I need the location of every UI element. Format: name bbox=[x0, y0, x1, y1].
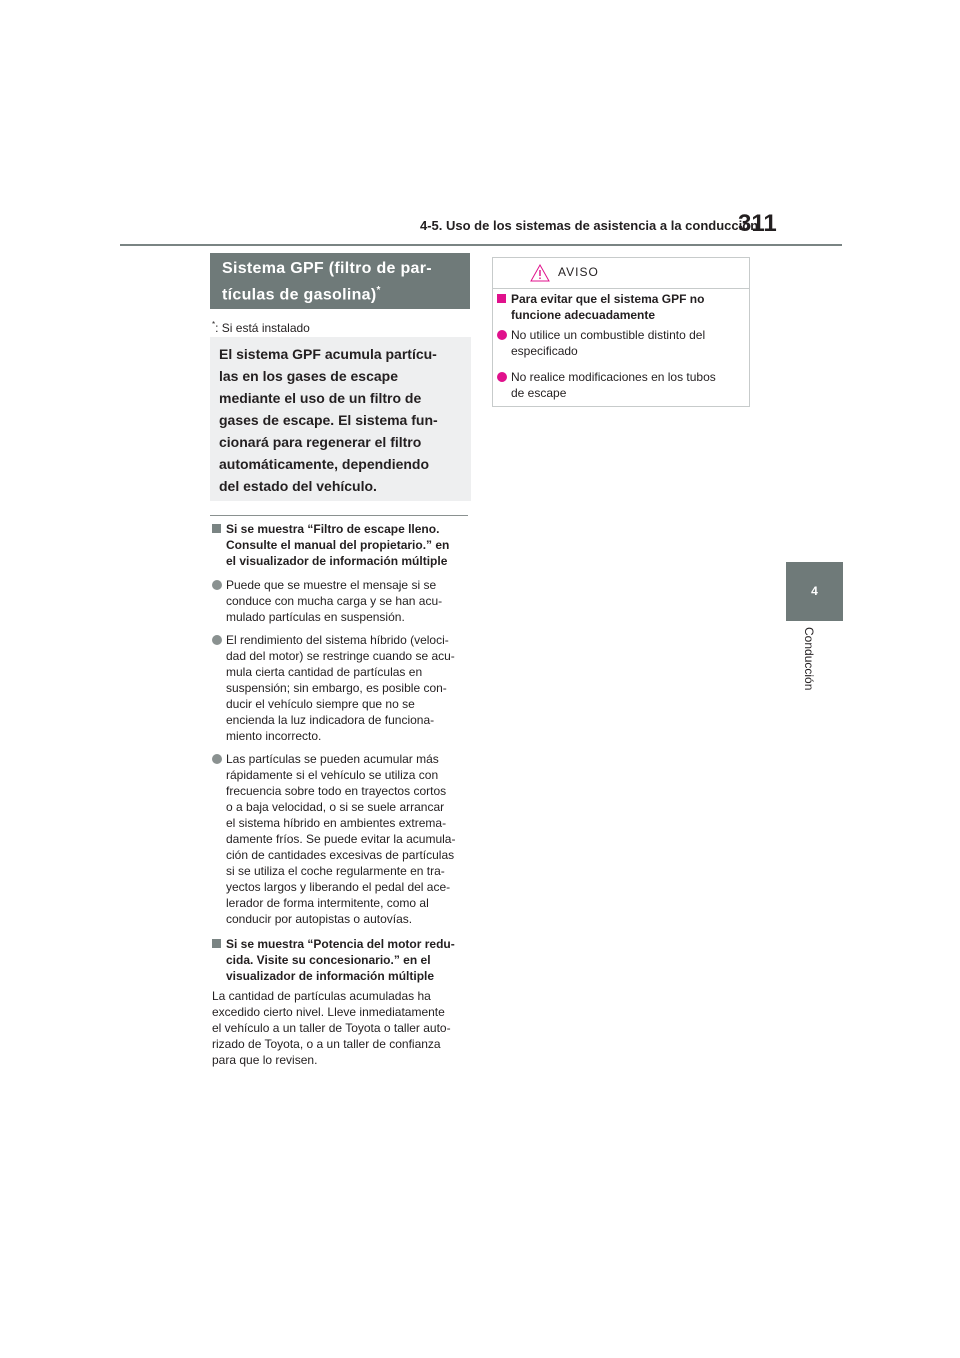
circle-bullet-icon bbox=[497, 372, 507, 382]
intro-summary-box bbox=[210, 337, 471, 501]
section-heading-line2 bbox=[222, 280, 470, 306]
bullet-line: encienda la luz indicadora de funciona- bbox=[226, 713, 435, 727]
bullet-line: rápidamente si el vehículo se utiliza con bbox=[226, 768, 439, 782]
section-heading bbox=[210, 253, 470, 309]
footnote-text: : Si está instalado bbox=[215, 321, 310, 335]
bullet-line: El rendimiento del sistema híbrido (veloci- bbox=[226, 633, 449, 647]
subheading-reduced-power bbox=[212, 936, 472, 984]
intro-line: las en los gases de escape bbox=[219, 368, 398, 384]
page-number: 311 bbox=[738, 210, 777, 237]
subheading-line: el visualizador de información múltiple bbox=[226, 554, 448, 568]
column-divider bbox=[210, 515, 468, 516]
bullet-line: ción de cantidades excesivas de partículas bbox=[226, 848, 455, 862]
warning-divider bbox=[492, 288, 750, 289]
bullet-line: mulado partículas en suspensión. bbox=[226, 610, 405, 624]
section-heading-line1: Sistema GPF (filtro de par- bbox=[222, 260, 432, 277]
square-bullet-icon bbox=[497, 294, 506, 303]
intro-line: del estado del vehículo. bbox=[219, 478, 377, 494]
circle-bullet-icon bbox=[497, 330, 507, 340]
warning-bullet-line: especificado bbox=[511, 344, 578, 358]
footnote bbox=[212, 320, 310, 335]
intro-line: cionará para regenerar el filtro bbox=[219, 434, 422, 450]
subheading-line: Consulte el manual del propietario.” en bbox=[226, 538, 450, 552]
warning-triangle-icon bbox=[530, 264, 550, 282]
bullet-item bbox=[212, 751, 472, 927]
warning-bullet-line: No realice modificaciones en los tubos bbox=[511, 370, 716, 384]
bullet-line: conduce con mucha carga y se han acu- bbox=[226, 594, 443, 608]
paragraph-line: el vehículo a un taller de Toyota o taller auto- bbox=[212, 1021, 451, 1035]
bullet-line: si se utiliza el coche regularmente en tra- bbox=[226, 864, 445, 878]
intro-line: automáticamente, dependiendo bbox=[219, 456, 430, 472]
bullet-line: Las partículas se pueden acumular más bbox=[226, 752, 439, 766]
bullet-line: dad del motor) se restringe cuando se acu- bbox=[226, 649, 455, 663]
subheading-line: cida. Visite su concesionario.” en el bbox=[226, 953, 431, 967]
bullet-line: Puede que se muestre el mensaje si se bbox=[226, 578, 437, 592]
subheading-line: visualizador de información múltiple bbox=[226, 969, 435, 983]
warning-heading-line: Para evitar que el sistema GPF no bbox=[511, 292, 705, 306]
warning-heading-line: funcione adecuadamente bbox=[511, 308, 656, 322]
chapter-tab: 4 bbox=[786, 562, 843, 621]
subheading-filter-full bbox=[212, 521, 472, 569]
warning-bullet-line: No utilice un combustible distinto del bbox=[511, 328, 706, 342]
intro-line: gases de escape. El sistema fun- bbox=[219, 412, 438, 428]
paragraph-line: para que lo revisen. bbox=[212, 1053, 318, 1067]
bullet-item bbox=[212, 577, 472, 625]
bullet-line: suspensión; sin embargo, es posible con- bbox=[226, 681, 447, 695]
bullet-line: lerador de forma intermitente, como al bbox=[226, 896, 429, 910]
bullet-line: miento incorrecto. bbox=[226, 729, 322, 743]
bullet-line: frecuencia sobre todo en trayectos cortos bbox=[226, 784, 447, 798]
paragraph-line: rizado de Toyota, o a un taller de confianza bbox=[212, 1037, 441, 1051]
warning-bullet bbox=[497, 369, 745, 401]
bullet-line: damente fríos. Se puede evitar la acumula- bbox=[226, 832, 456, 846]
circle-bullet-icon bbox=[212, 635, 222, 645]
warning-heading bbox=[497, 291, 745, 323]
section-title: 4-5. Uso de los sistemas de asistencia a la conducción bbox=[420, 218, 759, 233]
intro-line: mediante el uso de un filtro de bbox=[219, 390, 422, 406]
bullet-line: ducir el vehículo siempre que no se bbox=[226, 697, 415, 711]
subheading-line: Si se muestra “Potencia del motor redu- bbox=[226, 937, 455, 951]
bullet-line: o a baja velocidad, o si se suele arrancar bbox=[226, 800, 445, 814]
circle-bullet-icon bbox=[212, 754, 222, 764]
bullet-item bbox=[212, 632, 472, 744]
warning-bullet bbox=[497, 327, 745, 359]
bullet-line: mula cierta cantidad de partículas en bbox=[226, 665, 423, 679]
warning-title: AVISO bbox=[558, 265, 599, 279]
subheading-line: Si se muestra “Filtro de escape lleno. bbox=[226, 522, 440, 536]
paragraph-line: excedido cierto nivel. Lleve inmediatamente bbox=[212, 1005, 445, 1019]
section-heading-line2-text: tículas de gasolina) bbox=[222, 286, 377, 304]
paragraph-reduced-power bbox=[212, 988, 474, 1068]
paragraph-line: La cantidad de partículas acumuladas ha bbox=[212, 989, 431, 1003]
warning-bullet-line: de escape bbox=[511, 386, 567, 400]
header-divider bbox=[120, 244, 842, 246]
footnote-marker: * bbox=[376, 285, 381, 296]
bullet-line: el sistema híbrido en ambientes extrema- bbox=[226, 816, 447, 830]
square-bullet-icon bbox=[212, 939, 221, 948]
bullet-line: conducir por autopistas o autovías. bbox=[226, 912, 413, 926]
footnote-asterisk: * bbox=[212, 320, 216, 329]
circle-bullet-icon bbox=[212, 580, 222, 590]
square-bullet-icon bbox=[212, 524, 221, 533]
chapter-label: Conducción bbox=[802, 627, 816, 691]
bullet-line: yectos largos y liberando el pedal del ace- bbox=[226, 880, 451, 894]
intro-line: El sistema GPF acumula partícu- bbox=[219, 346, 437, 362]
